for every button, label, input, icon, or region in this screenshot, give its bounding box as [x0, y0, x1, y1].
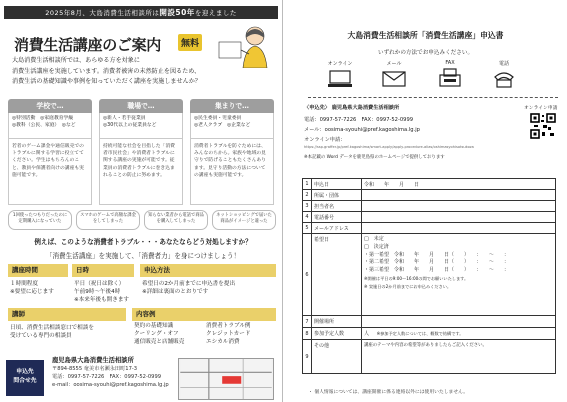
row-key: 希望日: [312, 234, 362, 316]
content-text-line: 通信販売と店舗販売: [134, 339, 185, 346]
column-head: 職場で…: [99, 99, 183, 113]
table-row: [303, 234, 556, 316]
flyer-page: [0, 0, 283, 402]
content-text: [134, 322, 184, 347]
anniversary-banner: [4, 6, 278, 19]
column-head: 学校で…: [8, 99, 92, 113]
content-text-2: [206, 322, 251, 347]
contact-badge-line: 申込先: [16, 369, 34, 375]
application-form-page: [284, 0, 567, 402]
content-label: 内容例: [132, 308, 276, 321]
trouble-example-bubble: 知らない業者から電話で商品を購入してしまった: [144, 210, 208, 230]
apply-text-line: 希望日の2か月前までに申込書を提出: [142, 281, 236, 287]
flyer-footer: [0, 352, 283, 402]
row-key: 電話番号: [312, 212, 362, 223]
lead-call: 「消費生活講座」を実施して、「消費者力」を身につけましょう！: [45, 252, 241, 260]
row-number: 3: [303, 201, 312, 212]
table-row: [303, 340, 556, 374]
date-undecided-checkbox[interactable]: □ 未定: [364, 236, 384, 242]
computer-icon: [327, 69, 353, 89]
column-list: [190, 113, 274, 139]
row-number: 5: [303, 223, 312, 234]
participants-note: ※参加予定人数については、概数で結構です。: [376, 331, 464, 336]
apply-label: 申込方法: [140, 264, 276, 277]
lecturer-text: [10, 324, 94, 340]
other-request-field[interactable]: 講座のテーマや内容の希望等がありましたらご記入ください。: [362, 340, 556, 374]
column-list-item: ◎民生委員・児童委員: [194, 116, 242, 121]
privacy-note: ・ 個人情報については、講座開催に係る連絡以外には使用いたしません。: [308, 390, 469, 395]
participants-unit: 人: [364, 331, 370, 337]
row-number: 6: [303, 234, 312, 316]
flyer-title: 消費生活講座のご案内: [14, 36, 162, 54]
row-key: メールアドレス: [312, 223, 362, 234]
fax-icon: [437, 68, 463, 88]
content-text-line: エシカル消費: [206, 339, 240, 346]
lecturer-label: 講師: [8, 308, 126, 321]
date-label: 日時: [72, 264, 134, 277]
method-label: 電話: [498, 61, 509, 67]
table-row: [303, 179, 556, 190]
banner-text-end: を迎えました: [194, 9, 237, 17]
form-url[interactable]: https://ssp.graffer.jp/pref-kagoshima/smart-apply/apply-procedure-alias/oshimasyohisotsukoza: [304, 145, 474, 149]
table-row: [303, 201, 556, 212]
method-mail: [372, 60, 416, 89]
column-list-item: ◎30代以上の従業員など: [103, 123, 157, 128]
office-address: 〒894-8555 奄美市名瀬永田町17-3: [52, 366, 138, 372]
organization-field[interactable]: [362, 190, 556, 201]
method-label: オンライン: [327, 61, 353, 67]
wish-line: ・第二希望 令和 年 月 日（ ） ： ～ ：: [364, 259, 510, 266]
content-text-line: クレジットカード: [206, 331, 251, 338]
content-text-line: クーリング・オフ: [134, 331, 179, 338]
office-mail: e-mail：oosima-syouhi@pref.kagoshima.lg.jp: [52, 382, 169, 388]
row-number: 8: [303, 328, 312, 340]
column-list-item: ◎特別活動 ◎家庭教育学級: [12, 116, 74, 121]
column-body: 若者のゲーム課金や通信販売でのトラブルに関する学習に役立ててください。学生はもちろんのこと、教員や保護者向けの講座も実施可能です。: [8, 139, 92, 205]
table-row: [303, 316, 556, 328]
method-phone: [482, 60, 526, 89]
date-text-line: 平日（祝日は除く）: [74, 281, 125, 287]
banner-text: 2025年8月、大島消費生活相談所は: [45, 9, 160, 17]
trouble-example-bubble: 1回使ったつもりだったのに定期購入になっていた: [8, 210, 72, 230]
phone-field[interactable]: [362, 212, 556, 223]
lecturer-illustration: [215, 24, 275, 68]
row-key: 参加予定人数: [312, 328, 362, 340]
row-key: 所属・団体: [312, 190, 362, 201]
venue-field[interactable]: [362, 316, 556, 328]
intro-line: 大島消費生活相談所では、あらゆる方を対象に: [12, 57, 140, 64]
phone-icon: [491, 69, 517, 89]
cut-line: [308, 97, 558, 98]
application-table: [302, 178, 556, 374]
time-text: [10, 280, 54, 296]
date-text: [74, 280, 129, 305]
mail-icon: [381, 69, 407, 89]
date-text-line: ※本来年後も開きます: [74, 297, 130, 304]
method-fax: [428, 60, 472, 88]
apply-text-line: ※詳細は裏面のとおりです: [142, 289, 209, 296]
form-subtitle: いずれかの方法でお申込みください。: [377, 50, 474, 56]
email-field[interactable]: [362, 223, 556, 234]
column-body: 持続可能な社会を目指した「消費者市民社会」や消費者トラブルに関する講座の実施が可能です。従業員の消費者トラブルに巻き込まれることの防止に努めます。: [99, 139, 183, 205]
column-gathering: [190, 99, 274, 205]
column-list-item: ◎教科（公民、家庭） ◎など: [12, 123, 76, 128]
lecturer-text-line: 日頃、消費生活相談窓口で相談を: [10, 325, 94, 331]
trouble-example-bubble: スマホのゲームで高額な課金をしてしまった: [76, 210, 140, 230]
date-decided-checkbox[interactable]: □ 決定済: [364, 243, 389, 250]
table-row: [303, 328, 556, 340]
qr-label: オンライン申請: [524, 106, 558, 111]
row-number: 1: [303, 179, 312, 190]
wish-line: ・第三希望 令和 年 月 日（ ） ： ～ ：: [364, 267, 510, 274]
row-number: 4: [303, 212, 312, 223]
table-row: [303, 190, 556, 201]
lead-question: 例えば、このような消費者トラブル・・・あなたならどう対処しますか？: [34, 238, 252, 246]
method-label: メール: [386, 61, 402, 67]
form-tel: 電話：0997-57-7226 FAX：0997-52-0999: [304, 117, 414, 123]
wish-note: ※開催は平日の9:00～16:00の間でお願いいたします。: [364, 275, 469, 281]
trouble-example-bubble: ネットショッピングで届いた商品がイメージと違った: [212, 210, 276, 230]
column-list-item: ◎老人クラブ ◎企業など: [194, 123, 251, 128]
column-list-item: ◎新人・若手従業員: [103, 116, 146, 121]
lecturer-text-line: 受けている専門の相談員: [10, 333, 72, 340]
form-word-note: ※本記載の Word データを鹿児島県のホームページで提供しております: [304, 155, 445, 160]
wish-line: ・第一希望 令和 年 月 日（ ） ： ～ ：: [364, 251, 510, 258]
column-list: [99, 113, 183, 139]
intro-line: 消費生活講座を実施しています。消費者被害の未然防止を図るため、: [12, 67, 201, 75]
time-text-line: １時間程度: [10, 281, 38, 287]
date-text-line: 午前9時～午後4時: [74, 289, 121, 296]
table-row: [303, 212, 556, 223]
row-key: 担当者名: [312, 201, 362, 212]
qr-code-icon[interactable]: [530, 113, 556, 139]
column-list: [8, 113, 92, 139]
contact-badge-line: 問合せ先: [13, 378, 37, 384]
content-text-line: 契約の基礎知識: [134, 323, 174, 329]
office-tel: 電話：0997-57-7226 FAX：0997-52-0999: [52, 374, 162, 380]
column-school: [8, 99, 92, 205]
content-text-line: 消費者トラブル例: [206, 323, 251, 329]
office-map: [178, 358, 274, 400]
table-row: [303, 223, 556, 234]
row-key: 申込日: [312, 179, 362, 190]
contact-badge: [6, 360, 44, 396]
free-badge: 無料: [178, 34, 202, 51]
wish-note: ※ 実施日の2か月前までにお申込みください。: [364, 283, 452, 289]
form-title: 大島消費生活相談所「消費生活講座」申込書: [347, 31, 504, 40]
form-mail: メール：oosima-syouhi@pref.kagoshima.lg.jp: [304, 127, 420, 133]
row-key: その他: [312, 340, 362, 374]
application-date-field[interactable]: 令和 年 月 日: [362, 179, 556, 190]
row-number: 7: [303, 316, 312, 328]
form-office: 〈申込先〉 鹿児島県大島消費生活相談所: [304, 105, 400, 111]
method-online: [318, 60, 362, 89]
row-key: 開催場所: [312, 316, 362, 328]
column-workplace: [99, 99, 183, 205]
apply-text: [142, 280, 235, 296]
contact-person-field[interactable]: [362, 201, 556, 212]
column-head: 集まりで…: [190, 99, 274, 113]
row-number: 9: [303, 340, 312, 374]
preferred-date-field[interactable]: [362, 234, 556, 316]
flyer-intro: [12, 56, 212, 88]
banner-highlight: 開設50年: [159, 8, 195, 17]
time-label: 講座時間: [8, 264, 68, 277]
row-number: 2: [303, 190, 312, 201]
intro-line: 消費生活の基礎知識や事例を知っていただく講座を実施しませんか？: [12, 78, 201, 86]
form-online: オンライン申請：: [304, 137, 346, 143]
method-label: FAX: [445, 60, 455, 66]
office-name: 鹿児島県大島消費生活相談所: [52, 357, 134, 364]
participants-field[interactable]: [362, 328, 556, 340]
column-body: 消費者トラブルを防ぐためには、みんなのちから。家族や地域の見守りで防げることもたくさんあります。見守り活動の方法についての講座も実施可能です。: [190, 139, 274, 205]
time-text-line: ※要望に応じます: [10, 289, 54, 296]
